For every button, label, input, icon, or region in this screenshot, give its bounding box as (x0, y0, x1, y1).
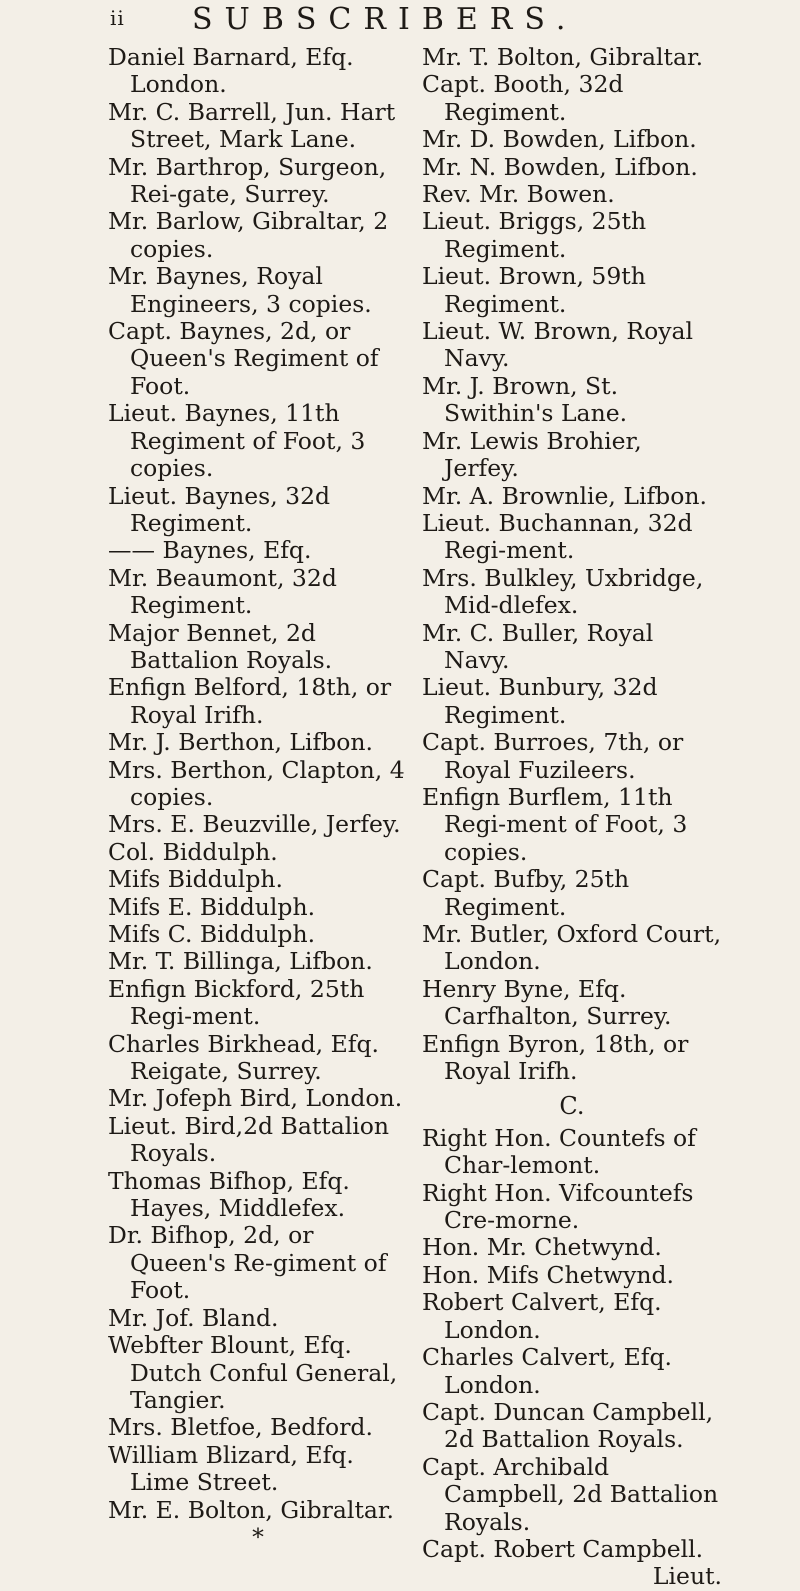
signature-mark: * (252, 1522, 264, 1551)
subscriber-entry: Lieut. Buchannan, 32d Regi-ment. (422, 508, 693, 565)
subscriber-entry: Mr. Baynes, Royal Engineers, 3 copies. (108, 262, 372, 318)
subscriber-entry: Mr. J. Berthon, Lifbon. (108, 728, 374, 757)
subscriber-entry: Dr. Bifhop, 2d, or Queen's Re-giment of Foot. (108, 1221, 387, 1305)
subscriber-entry: Webfter Blount, Efq. Dutch Conful General, Tangier. (108, 1331, 398, 1414)
subscriber-entry: Mifs E. Biddulph. (108, 892, 316, 921)
subscriber-entry: Mr. Jof. Bland. (108, 1303, 279, 1332)
subscriber-entry: Capt. Burroes, 7th, or Royal Fuzileers. (422, 728, 684, 784)
subscriber-entry: Hon. Mifs Chetwynd. (422, 1260, 675, 1289)
subscriber-entry: Charles Birkhead, Efq. Reigate, Surrey. (108, 1029, 379, 1086)
catchword: Lieut. (652, 1562, 722, 1591)
subscriber-entry: William Blizard, Efq. Lime Street. (108, 1440, 354, 1497)
subscriber-entry: Mrs. Bletfoe, Bedford. (108, 1413, 373, 1442)
subscriber-entry: Mr. Lewis Brohier, Jerfey. (422, 426, 642, 483)
subscriber-entry: Capt. Robert Campbell. (422, 1534, 704, 1563)
subscriber-entry: Capt. Baynes, 2d, or Queen's Regiment of Foot. (108, 317, 379, 400)
subscriber-entry: Mr. C. Barrell, Jun. Hart Street, Mark Lane. (108, 97, 396, 154)
subscriber-entry: Mr. Butler, Oxford Court, London. (422, 920, 722, 976)
subscriber-entry: Lieut. Baynes, 11th Regiment of Foot, 3 copies. (108, 399, 366, 483)
subscriber-entry: Enfign Bickford, 25th Regi-ment. (108, 974, 365, 1031)
page-number: ii (110, 6, 125, 30)
subscriber-entry: Enfign Burflem, 11th Regi-ment of Foot, 3 copies. (422, 782, 688, 866)
left-column (108, 44, 408, 1551)
subscriber-entry: Charles Calvert, Efq. London. (422, 1343, 672, 1399)
subscriber-entry: Lieut. Brown, 59th Regiment. (422, 262, 646, 318)
subscriber-entry: Enfign Belford, 18th, or Royal Irifh. (108, 673, 392, 729)
subscriber-entry: Hon. Mr. Chetwynd. (422, 1233, 662, 1262)
subscriber-entry: Mr. D. Bowden, Lifbon. (422, 125, 697, 154)
subscriber-entry: Lieut. Bird,2d Battalion Royals. (108, 1111, 390, 1168)
subscriber-entry: Mr. A. Brownlie, Lifbon. (422, 481, 707, 510)
right-column (422, 44, 722, 1591)
subscriber-entry: Mifs C. Biddulph. (108, 920, 316, 948)
subscriber-entry: Robert Calvert, Efq. London. (422, 1288, 662, 1344)
subscriber-entry: Henry Byne, Efq. Carfhalton, Surrey. (422, 974, 672, 1031)
subscriber-entry: Thomas Bifhop, Efq. Hayes, Middlefex. (108, 1166, 350, 1223)
subscriber-entry: Major Bennet, 2d Battalion Royals. (108, 618, 333, 674)
subscriber-entry: Mrs. Berthon, Clapton, 4 copies. (108, 755, 405, 811)
subscriber-entry: Mr. N. Bowden, Lifbon. (422, 152, 698, 181)
subscriber-entry: Mrs. Bulkley, Uxbridge, Mid-dlefex. (422, 563, 704, 620)
subscriber-entry: Lieut. Baynes, 32d Regiment. (108, 481, 331, 537)
subscriber-entry: Rev. Mr. Bowen. (422, 180, 615, 209)
subscriber-entry: Lieut. Briggs, 25th Regiment. (422, 207, 647, 263)
subscriber-entry: Capt. Bufby, 25th Regiment. (422, 865, 630, 921)
subscriber-entry: —— Baynes, Efq. (108, 536, 312, 565)
subscriber-entry: Col. Biddulph. (108, 837, 278, 866)
subscriber-entry: Capt. Archibald Campbell, 2d Battalion Royals. (422, 1452, 719, 1536)
subscriber-entry: Mr. C. Buller, Royal Navy. (422, 618, 654, 674)
subscriber-entry: Lieut. W. Brown, Royal Navy. (422, 317, 694, 373)
subscriber-entry: Capt. Booth, 32d Regiment. (422, 70, 624, 126)
subscriber-entry: Mifs Biddulph. (108, 865, 283, 894)
subscriber-entry: Mrs. E. Beuzville, Jerfey. (108, 810, 401, 839)
subscriber-entry: Mr. Jofeph Bird, London. (108, 1084, 403, 1113)
subscriber-entry: Mr. E. Bolton, Gibraltar. (108, 1495, 395, 1524)
subscriber-entry: Mr. Barlow, Gibraltar, 2 copies. (108, 207, 389, 263)
subscriber-entry: Mr. J. Brown, St. Swithin's Lane. (422, 371, 628, 428)
section-letter: C. (559, 1092, 585, 1121)
subscriber-entry: Mr. Beaumont, 32d Regiment. (108, 563, 337, 620)
subscriber-entry: Lieut. Bunbury, 32d Regiment. (422, 673, 658, 729)
page-header (0, 0, 800, 40)
subscriber-entry: Right Hon. Vifcountefs Cre-morne. (422, 1178, 694, 1235)
subscriber-entry: Daniel Barnard, Efq. London. (108, 43, 354, 99)
subscriber-entry: Mr. T. Bolton, Gibraltar. (422, 43, 704, 71)
subscriber-entry: Mr. T. Billinga, Lifbon. (108, 947, 373, 976)
subscriber-entry: Right Hon. Countefs of Char-lemont. (422, 1123, 696, 1180)
running-title: SUBSCRIBERS. (192, 2, 578, 37)
subscriber-entry: Enfign Byron, 18th, or Royal Irifh. (422, 1029, 689, 1086)
subscriber-entry: Mr. Barthrop, Surgeon, Rei-gate, Surrey. (108, 152, 387, 209)
subscriber-entry: Capt. Duncan Campbell, 2d Battalion Royals. (422, 1397, 714, 1454)
